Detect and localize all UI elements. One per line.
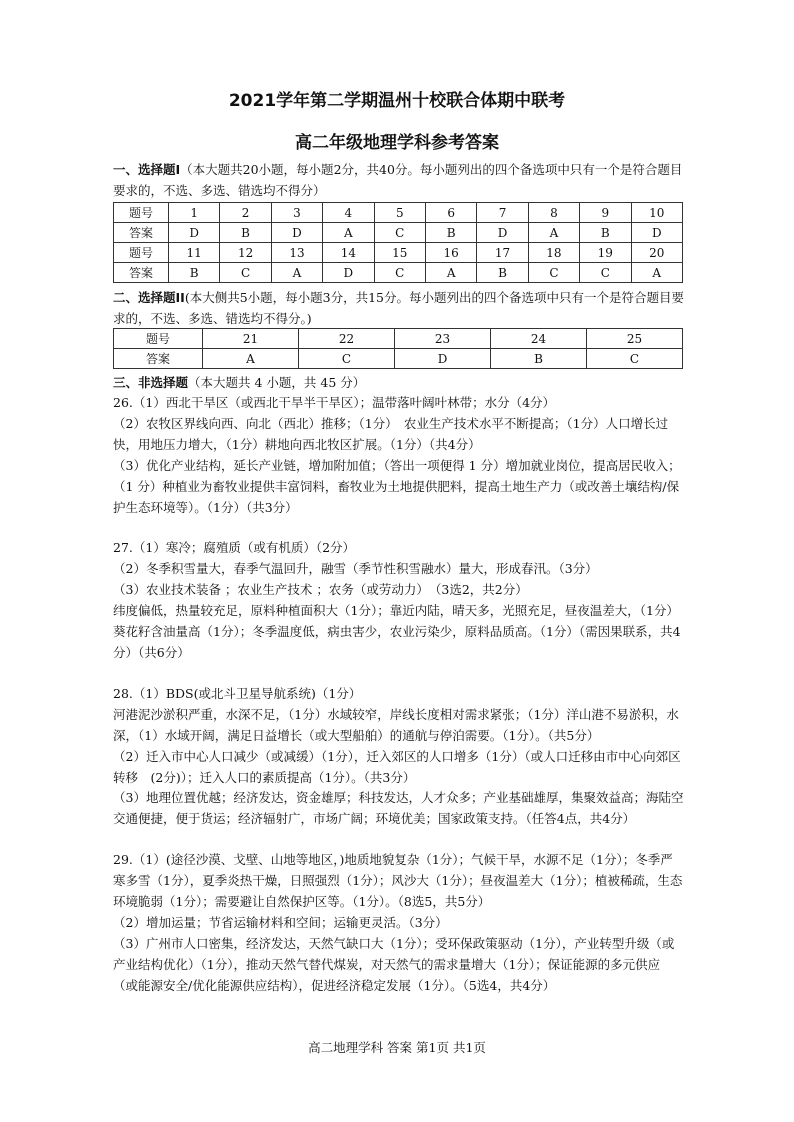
section3-heading-block: [113, 372, 685, 393]
answer-choice-cell: A: [203, 349, 299, 369]
answer-choice-cell: B: [491, 349, 587, 369]
question-number-cell: 21: [203, 329, 299, 349]
answer-choice-cell: A: [271, 263, 322, 283]
question-number-cell: 8: [528, 203, 579, 223]
answer-28-2: （2）迁入市中心人口减少（或减缓）（1分），迁入郊区的人口增多（1分）（或人口迁移由市中心向郊区转移 (2分)）；迁入人口的素质提高（1分）。（共3分）: [113, 748, 681, 785]
row-label: 题号: [114, 243, 169, 263]
question-number-cell: 10: [631, 203, 682, 223]
answer-choice-cell: D: [631, 223, 682, 243]
answer-29-3: （3）广州市人口密集，经济发达，天然气缺口大（1分）；受环保政策驱动（1分），产业转型升级（或产业结构优化）（1分），推动天然气替代煤炭，对天然气的需求量增大（1分）；保证能源的多元供应（或能源安全/优化能源供应结构），促进经济稳定发展（1分）。（5选4，共4分）: [113, 935, 675, 993]
question-number-cell: 22: [299, 329, 395, 349]
answer-choice-cell: D: [395, 349, 491, 369]
table-row: [114, 349, 683, 369]
answer-choice-cell: C: [587, 349, 683, 369]
question-number-cell: 12: [220, 243, 271, 263]
answer-27-2: （2）冬季积雪量大，春季气温回升，融雪（季节性积雪融水）量大，形成春汛。（3分）: [113, 561, 598, 577]
question-number-cell: 6: [425, 203, 476, 223]
question-number-cell: 9: [580, 203, 631, 223]
answer-choice-cell: A: [631, 263, 682, 283]
answer-choice-cell: A: [425, 263, 476, 283]
question-number-cell: 1: [169, 203, 220, 223]
section1-desc: （本大题共20小题，每小题2分，共40分。每小题列出的四个备选项中只有一个是符合题目要求的，不选、多选、错选均不得分）: [113, 162, 683, 198]
question-number-cell: 18: [528, 243, 579, 263]
answer-28-1-detail: 河港泥沙淤积严重，水深不足，（1分）水域较窄，岸线长度相对需求紧张；（1分）洋山港不易淤积，水深，（1）水域开阔，满足日益增长（或大型船舶）的通航与停泊需要。（1分）。（共5分）: [113, 706, 679, 743]
question-number-cell: 24: [491, 329, 587, 349]
question-number-cell: 17: [477, 243, 528, 263]
answer-choice-cell: B: [169, 263, 220, 283]
question-number-cell: 13: [271, 243, 322, 263]
question-number-cell: 14: [323, 243, 374, 263]
answer-choice-cell: C: [299, 349, 395, 369]
section1-heading-block: [113, 159, 685, 201]
answer-choice-cell: D: [169, 223, 220, 243]
section1-heading: 一、选择题Ⅰ: [113, 162, 181, 177]
section2-desc: (本大侧共5小题，每小题3分，共15分。每小题列出的四个备选项中只有一个是符合题目要求的，不选、多选、错选均不得分。): [113, 290, 685, 326]
question-number-cell: 25: [587, 329, 683, 349]
answer-table-2: [113, 328, 683, 369]
question-number-cell: 20: [631, 243, 682, 263]
answer-29-1: 29.（1）(途径沙漠、戈壁、山地等地区，)地质地貌复杂（1分）；气候干旱，水源不足（1分）；冬季严寒多雪（1分），夏季炎热干燥，日照强烈（1分）；风沙大（1分）；昼夜温差大（1分）；植被稀疏，生态环境脆弱（1分）；需要避让自然保护区等。（1分）。（8选5，共5分）: [113, 852, 683, 910]
question-number-cell: 4: [323, 203, 374, 223]
row-label: 题号: [114, 203, 169, 223]
answer-choice-cell: C: [580, 263, 631, 283]
answer-27-3: （3）农业技术装备 ；农业生产技术 ；农务（或劳动力） （3选2，共2分）: [113, 582, 528, 598]
row-label: 答案: [114, 263, 169, 283]
question-number-cell: 19: [580, 243, 631, 263]
question-number-cell: 7: [477, 203, 528, 223]
answer-27-3-detail: 纬度偏低，热量较充足，原料种植面积大（1分）；靠近内陆，晴天多，光照充足，昼夜温差大，（1分）葵花籽含油量高（1分）；冬季温度低，病虫害少，农业污染少，原料品质高。（1分）（需因果联系，共4分）（共6分）: [113, 603, 681, 660]
row-label: 答案: [114, 349, 203, 369]
row-label: 题号: [114, 329, 203, 349]
answer-choice-cell: B: [425, 223, 476, 243]
table-row: [114, 243, 683, 263]
question-number-cell: 3: [271, 203, 322, 223]
table-row: [114, 263, 683, 283]
answer-28-1: 28.（1）BDS(或北斗卫星导航系统)（1分）: [113, 685, 362, 701]
answer-choice-cell: A: [323, 223, 374, 243]
answer-choice-cell: D: [271, 223, 322, 243]
answer-28-3: （3）地理位置优越；经济发达，资金雄厚；科技发达，人才众多；产业基础雄厚，集聚效益高；海陆空交通便捷，便于货运；经济辐射广，市场广阔；环境优美；国家政策支持。（任答4点，共4分）: [113, 790, 684, 827]
answer-choice-cell: D: [323, 263, 374, 283]
question-number-cell: 16: [425, 243, 476, 263]
question-number-cell: 15: [374, 243, 425, 263]
answer-26-2: （2）农牧区界线向西、向北（西北）推移；（1分） 农业生产技术水平不断提高；（1分）人口增长过快，用地压力增大，（1分）耕地向西北牧区扩展。（1分）（共4分）: [113, 415, 669, 452]
section3-heading: 三、非选择题: [113, 375, 189, 390]
question-number-cell: 2: [220, 203, 271, 223]
answers-body: [113, 393, 685, 997]
exam-title: 2021学年第二学期温州十校联合体期中联考: [228, 91, 566, 111]
section2-heading-block: [113, 287, 685, 329]
answer-choice-cell: C: [374, 223, 425, 243]
answer-table-1: [113, 202, 683, 283]
answer-choice-cell: B: [580, 223, 631, 243]
table-row: [114, 203, 683, 223]
answer-29-2: （2）增加运量；节省运输材料和空间；运输更灵活。（3分）: [113, 914, 448, 930]
answer-27-1: 27.（1）寒冷；腐殖质（或有机质）（2分）: [113, 540, 356, 556]
question-number-cell: 11: [169, 243, 220, 263]
answer-26-1: 26.（1）西北干旱区（或西北干旱半干旱区）；温带落叶阔叶林带；水分（4分）: [113, 395, 556, 410]
question-number-cell: 23: [395, 329, 491, 349]
table-row: [114, 223, 683, 243]
answer-choice-cell: C: [528, 263, 579, 283]
answer-choice-cell: A: [528, 223, 579, 243]
table-row: [114, 329, 683, 349]
answer-choice-cell: B: [220, 223, 271, 243]
question-number-cell: 5: [374, 203, 425, 223]
answer-choice-cell: C: [374, 263, 425, 283]
exam-subtitle: 高二年级地理学科参考答案: [295, 133, 499, 153]
section3-desc: （本大题共 4 小题，共 45 分）: [188, 375, 366, 390]
page-footer: 高二地理学科 答案 第1页 共1页: [308, 1040, 486, 1055]
answer-choice-cell: D: [477, 223, 528, 243]
answer-choice-cell: C: [220, 263, 271, 283]
row-label: 答案: [114, 223, 169, 243]
answer-choice-cell: B: [477, 263, 528, 283]
section2-heading: 二、选择题II: [113, 290, 185, 305]
answer-26-3: （3）优化产业结构，延长产业链，增加附加值；（答出一项便得 1 分）增加就业岗位，提高居民收入；（1 分）种植业为畜牧业提供丰富饲料，畜牧业为土地提供肥料，提高土地生产力（或改善土壤结构/保护生态环境等）。（1分）（共3分）: [113, 457, 681, 515]
